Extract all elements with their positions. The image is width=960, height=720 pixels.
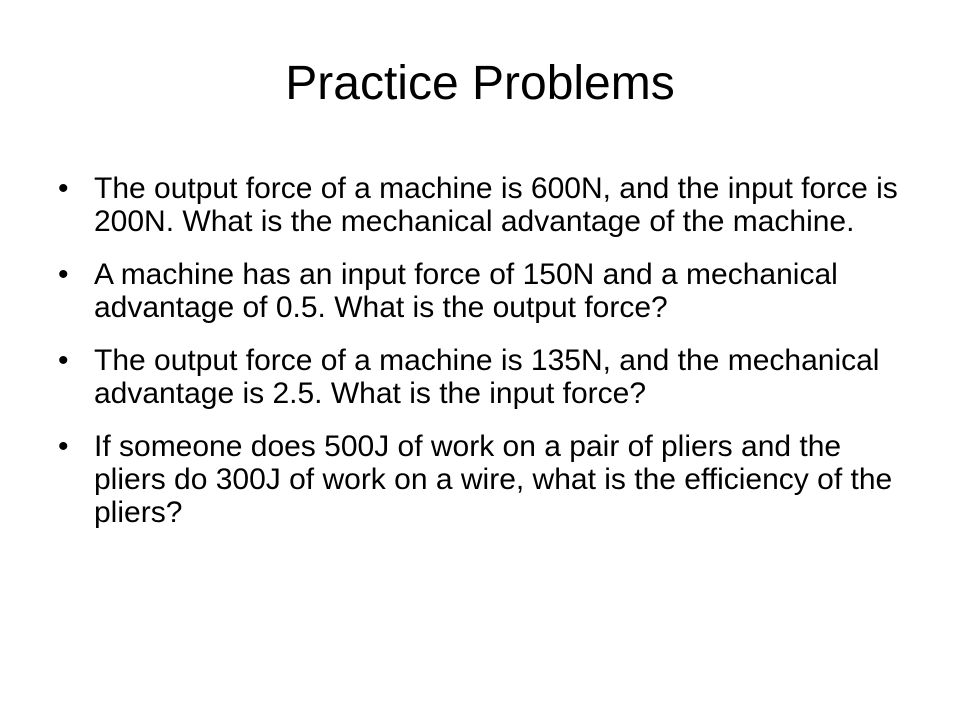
bullet-text: The output force of a machine is 600N, and the input force is 200N. What is the mechanical advantage of the machine. bbox=[94, 172, 898, 238]
bullet-list bbox=[58, 172, 898, 549]
bullet-text: If someone does 500J of work on a pair of pliers and the pliers do 300J of work on a wire, what is the efficiency of the pliers? bbox=[94, 430, 893, 529]
bullet-icon: • bbox=[58, 430, 69, 463]
bullet-icon: • bbox=[58, 172, 69, 205]
bullet-item bbox=[58, 430, 898, 529]
bullet-item bbox=[58, 344, 898, 410]
bullet-text: A machine has an input force of 150N and a mechanical advantage of 0.5. What is the output force? bbox=[94, 258, 838, 324]
bullet-icon: • bbox=[58, 344, 69, 377]
bullet-item bbox=[58, 258, 898, 324]
slide-title: Practice Problems bbox=[285, 57, 675, 110]
bullet-text: The output force of a machine is 135N, and the mechanical advantage is 2.5. What is the input force? bbox=[94, 344, 880, 410]
bullet-item bbox=[58, 172, 898, 238]
bullet-icon: • bbox=[58, 258, 69, 291]
